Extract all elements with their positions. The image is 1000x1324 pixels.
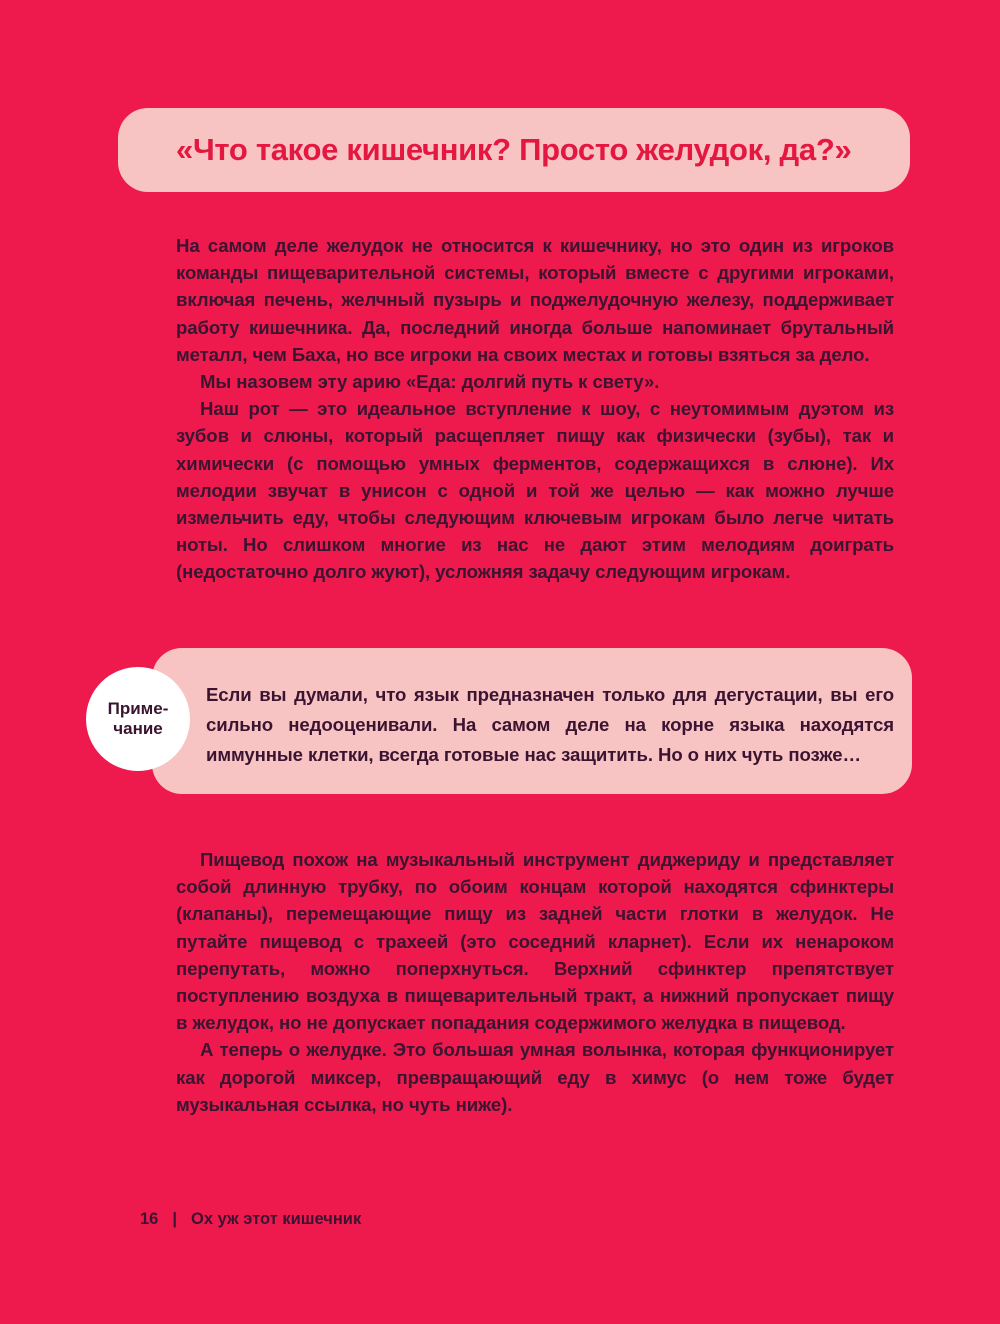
page-footer [140,1210,361,1229]
paragraph: Наш рот — это идеальное вступление к шоу, с неутомимым дуэтом из зубов и слюны, который расщепляет пищу как физически (зубы), так и химически (с помощью умных ферментов, содержащихся в слюне). Их мелодии звучат в унисон с одной и той же целью — как можно лучше измельчить еду, чтобы следующим ключевым игрокам было легче читать ноты. Но слишком многие из нас не дают этим мелодиям доиграть (недостаточно долго жуют), усложняя задачу следующим игрокам. [176,398,894,583]
page-number: 16 [140,1210,159,1228]
running-title: Ох уж этот кишечник [190,1210,362,1228]
heading-banner [118,108,910,192]
note-text: Если вы думали, что язык предназначен только для дегустации, вы его сильно недооценивали. На самом деле на корне языка находятся иммунные клетки, всегда готовые нас защитить. Но о них чуть позже… [206,684,894,765]
note-badge [86,667,190,771]
paragraph: На самом деле желудок не относится к кишечнику, но это один из игроков команды пищеварительной системы, который вместе с другими игроками, включая печень, желчный пузырь и поджелудочную железу, поддерживает работу кишечника. Да, последний иногда больше напоминает брутальный металл, чем Баха, но все игроки на своих местах и готовы взяться за дело. [176,235,894,365]
note-badge-label-line-1: Приме- [107,699,169,718]
paragraph: Пищевод похож на музыкальный инструмент диджериду и представляет собой длинную трубку, по обоим концам которой находятся сфинктеры (клапаны), перемещающие пищу из задней части глотки в желудок. Не путайте пищевод с трахеей (это соседний кларнет). Если их ненароком перепутать, можно поперхнуться. Верхний сфинктер препятствует поступлению воздуха в пищеварительный тракт, а нижний пропускает пищу в желудок, но не допускает попадания содержимого желудка в пищевод. [176,849,894,1034]
main-text-section-2 [176,846,894,1118]
page-heading: «Что такое кишечник? Просто желудок, да?» [176,132,852,167]
main-text-section-1 [176,232,894,586]
paragraph: А теперь о желудке. Это большая умная волынка, которая функционирует как дорогой миксер, превращающий еду в химус (о нем тоже будет музыкальная ссылка, но чуть ниже). [176,1039,894,1115]
paragraph: Мы назовем эту арию «Еда: долгий путь к свету». [200,371,660,393]
footer-separator: | [172,1210,177,1228]
note-badge-label-line-2: чание [113,719,163,738]
